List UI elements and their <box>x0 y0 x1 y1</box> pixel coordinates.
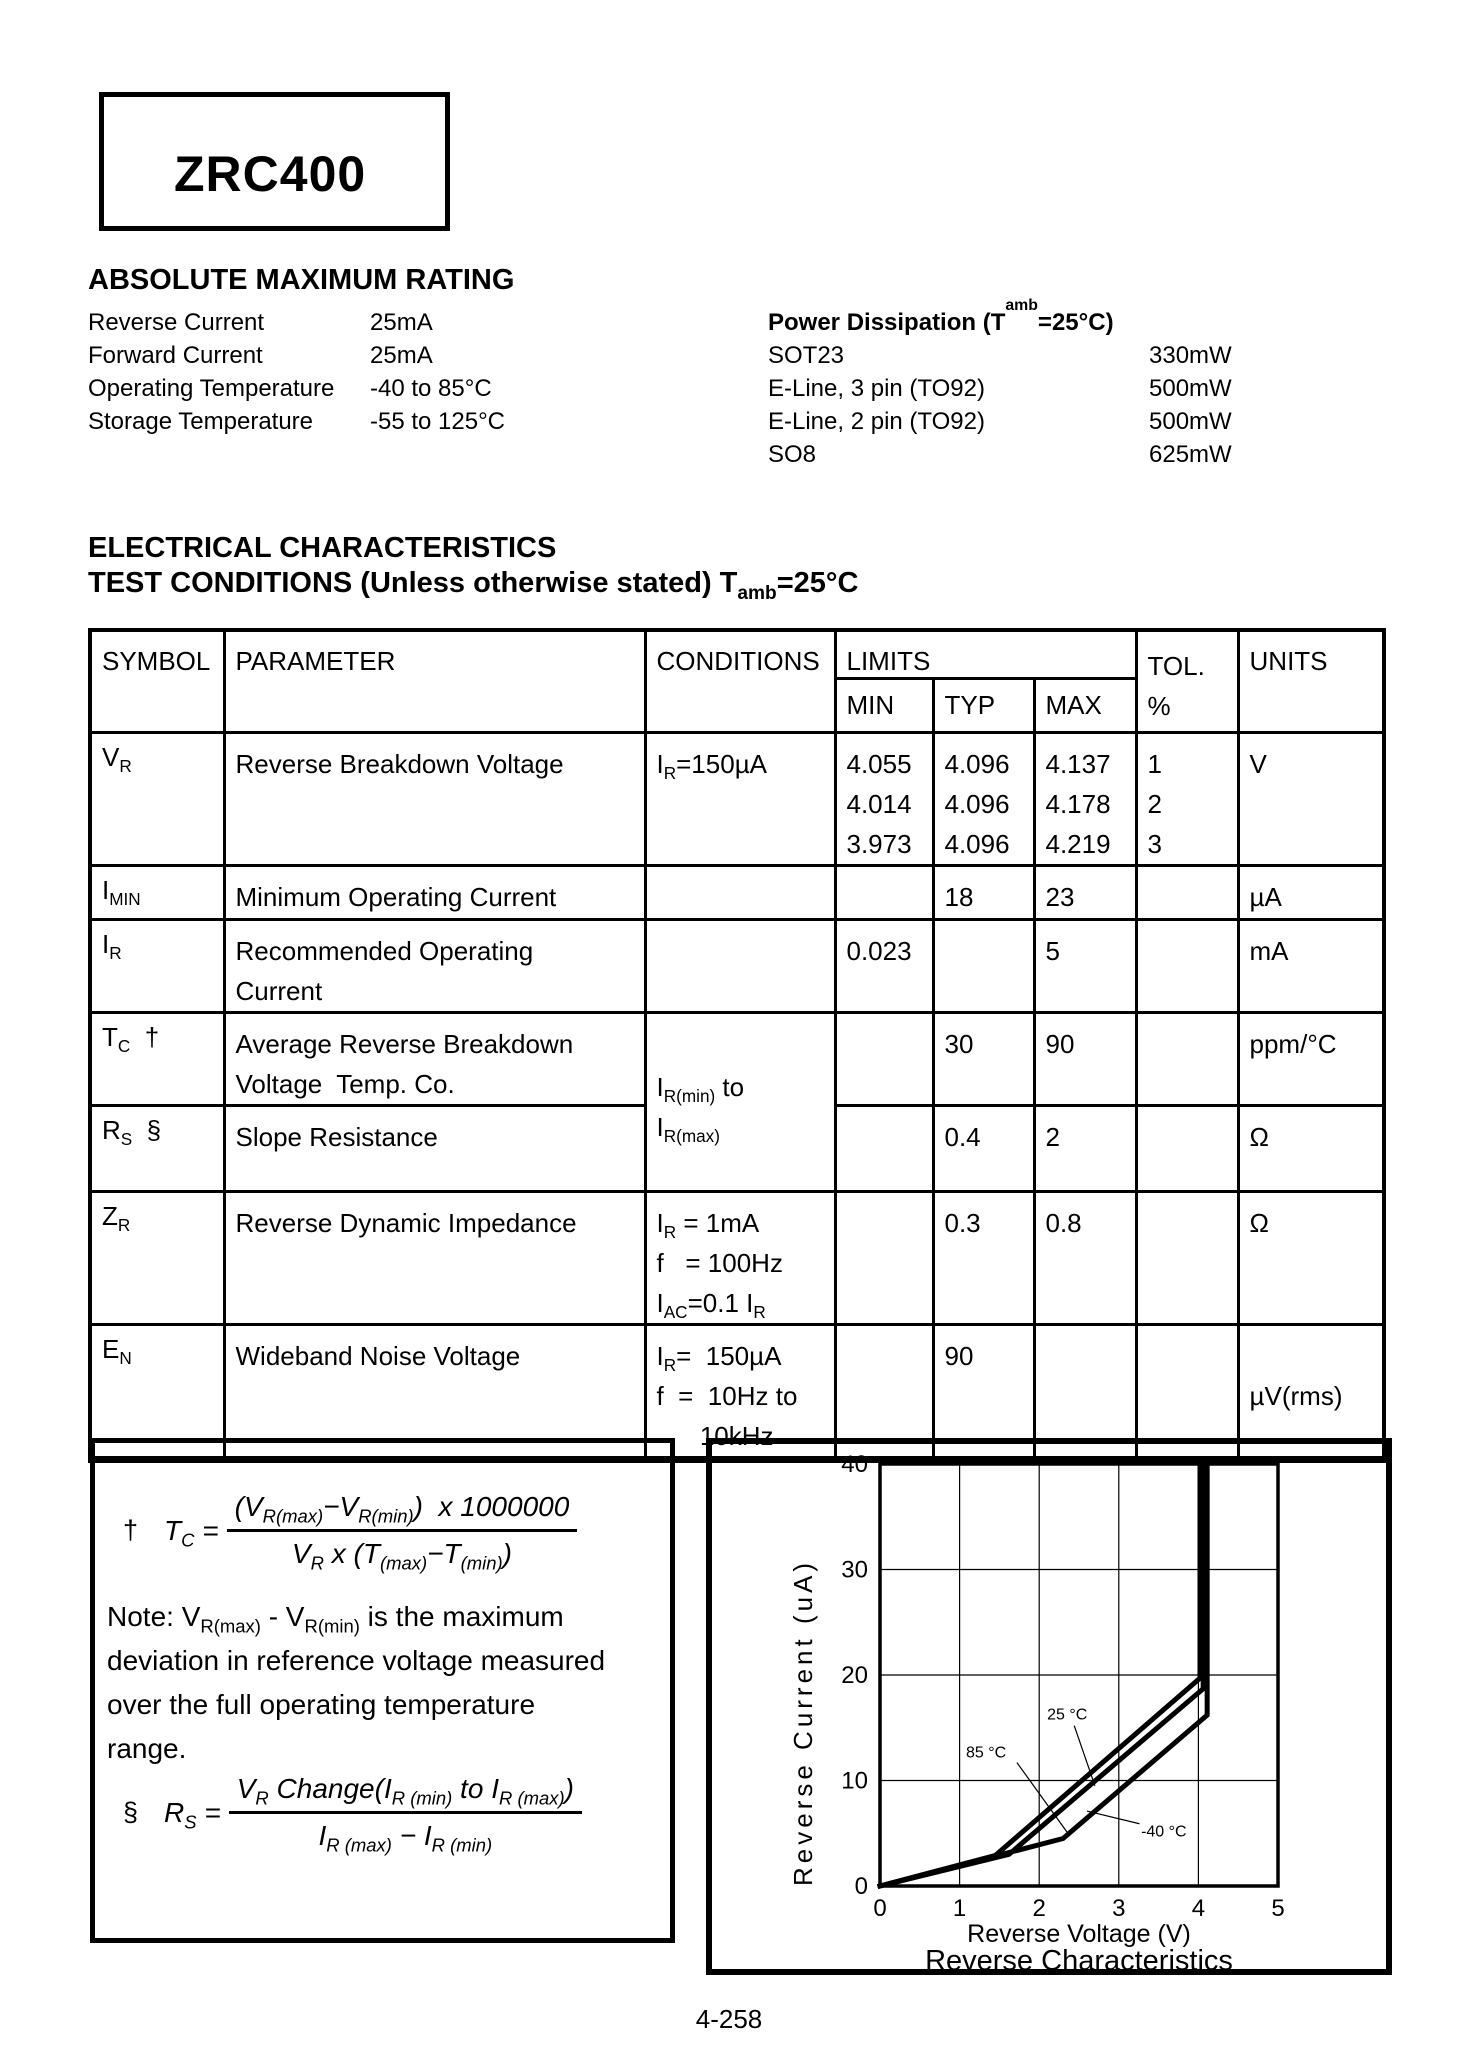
x-tick-label: 4 <box>1191 1895 1206 1922</box>
conditions-cell <box>645 866 835 920</box>
tol-cell <box>1136 920 1238 1013</box>
tc-note-paragraph: Note: $V_{R(max)} - V_{R(min)}$ is the maximum deviation in reference voltage measured over the full operating temperature range. <box>107 1601 606 1764</box>
tol-cell <box>1136 1106 1238 1192</box>
rating-row <box>768 372 1232 405</box>
y-tick-label: 20 <box>841 1662 868 1689</box>
max-cell: 23 <box>1034 866 1136 920</box>
rating-label: Reverse Current <box>88 309 265 336</box>
max-cell: 0.8 <box>1034 1192 1136 1325</box>
package-label: SO8 <box>768 441 817 468</box>
conditions-cell <box>645 920 835 1013</box>
typ-cell: 30 <box>933 1013 1034 1106</box>
symbol-cell: $T_C$ † <box>90 1013 224 1106</box>
power-dissipation-list <box>768 297 1232 471</box>
rating-row <box>768 405 1232 438</box>
max-cell: 90 <box>1034 1013 1136 1106</box>
tol-cell <box>1136 1192 1238 1325</box>
curve-label: 25 °C <box>1047 1706 1088 1724</box>
rating-row <box>768 339 1232 372</box>
x-tick-label: 3 <box>1112 1895 1126 1922</box>
table-row-ir <box>90 920 1384 1013</box>
rating-row <box>88 372 505 405</box>
abs-max-heading: ABSOLUTE MAXIMUM RATING <box>88 264 515 296</box>
col-header-limits: LIMITS <box>835 630 1136 679</box>
min-cell <box>835 1013 933 1106</box>
col-header-symbol: SYMBOL <box>90 630 224 733</box>
symbol-cell: $R_S$ § <box>90 1106 224 1192</box>
tc-formula-lhs: $T_C$ = <box>164 1514 219 1551</box>
typ-cell: 0.3 <box>933 1192 1034 1325</box>
test-conditions-heading: TEST CONDITIONS (Unless otherwise stated) $T_{amb}=25^\circ C$ <box>88 567 859 604</box>
abs-max-left-list <box>88 306 505 438</box>
rating-row <box>88 306 505 339</box>
y-tick-label: 40 <box>841 1451 868 1478</box>
dagger-mark: † <box>123 1515 139 1545</box>
tc-formula-fraction <box>227 1491 578 1574</box>
min-cell <box>835 1106 933 1192</box>
conditions-cell: $I_R= 150\mu A$ f = 10Hz to 10kHz <box>645 1325 835 1460</box>
package-value: 500mW <box>1149 408 1232 435</box>
conditions-cell: $I_R=150\mu A$ <box>645 733 835 866</box>
x-tick-label: 0 <box>873 1895 887 1922</box>
table-row-tc <box>90 1013 1384 1106</box>
tol-cell <box>1136 866 1238 920</box>
x-tick-label: 2 <box>1032 1895 1046 1922</box>
units-cell: Ω <box>1238 1192 1384 1325</box>
chart-title: Reverse Characteristics <box>925 1945 1233 1977</box>
package-label: E-Line, 3 pin (TO92) <box>768 375 985 402</box>
table-row-imin <box>90 866 1384 920</box>
page-number: 4-258 <box>695 2004 763 2034</box>
table-row-vr <box>90 733 1384 866</box>
tc-formula-numerator: $(V_{R(max)}-V_{R(min)})$ x 1000000 <box>227 1491 578 1532</box>
symbol-cell: $I_{MIN}$ <box>90 866 224 920</box>
units-cell: Ω <box>1238 1106 1384 1192</box>
parameter-cell: Reverse Breakdown Voltage <box>224 733 645 866</box>
typ-cell: 90 <box>933 1325 1034 1460</box>
parameter-cell: Reverse Dynamic Impedance <box>224 1192 645 1325</box>
col-header-typ: TYP <box>933 679 1034 733</box>
col-header-max: MAX <box>1034 679 1136 733</box>
rating-label: Operating Temperature <box>88 375 335 402</box>
rs-formula <box>123 1773 582 1856</box>
col-header-min: MIN <box>835 679 933 733</box>
rating-label: Forward Current <box>88 342 263 369</box>
typ-cell: 18 <box>933 866 1034 920</box>
x-tick-label: 1 <box>952 1895 967 1922</box>
symbol-cell: $E_N$ <box>90 1325 224 1460</box>
parameter-cell: Minimum Operating Current <box>224 866 645 920</box>
package-value: 625mW <box>1149 441 1232 468</box>
tol-cell: 1 2 3 <box>1136 733 1238 866</box>
characteristics-table <box>88 628 1386 1463</box>
units-cell: µV(rms) <box>1238 1325 1384 1460</box>
y-tick-label: 10 <box>841 1767 868 1795</box>
rating-row <box>768 438 1232 471</box>
rating-label: Storage Temperature <box>88 408 314 435</box>
tc-formula <box>123 1491 577 1574</box>
tc-formula-denominator: $V_R$ x $(T_{(max)}-T_{(min)})$ <box>291 1538 512 1574</box>
units-cell: ppm/°C <box>1238 1013 1384 1106</box>
units-cell: V <box>1238 733 1384 866</box>
chart-box <box>706 1438 1392 1975</box>
package-value: 500mW <box>1149 375 1232 402</box>
typ-cell: 4.096 4.096 4.096 <box>933 733 1034 866</box>
package-label: E-Line, 2 pin (TO92) <box>768 408 985 435</box>
rs-formula-lhs: $R_S$ = <box>164 1796 221 1833</box>
power-dissipation-heading: Power Dissipation (T amb =25°C) <box>768 297 1114 336</box>
curve-label: 85 °C <box>965 1744 1007 1762</box>
units-cell: mA <box>1238 920 1384 1013</box>
rating-value: -40 to 85°C <box>370 375 492 402</box>
max-cell: 2 <box>1034 1106 1136 1192</box>
part-number: ZRC400 <box>174 146 367 202</box>
col-header-units: UNITS <box>1238 630 1384 733</box>
table-row-zr <box>90 1192 1384 1325</box>
rs-formula-numerator: $V_R$ $Change(I_{R (min)}$ to $I_{R (max)}$) <box>229 1773 582 1814</box>
part-number-box <box>99 92 450 231</box>
max-cell: 5 <box>1034 920 1136 1013</box>
leader-line <box>1087 1811 1140 1824</box>
conditions-cell: $I_R = 1mA$ f = 100Hz $I_{AC}=0.1$ $I_R$ <box>645 1192 835 1325</box>
table-header-row <box>90 630 1384 679</box>
x-tick-label: 5 <box>1271 1895 1285 1922</box>
package-label: SOT23 <box>768 342 845 369</box>
parameter-cell: Average Reverse Breakdown Voltage Temp. Co. <box>224 1013 645 1106</box>
typ-cell: 0.4 <box>933 1106 1034 1192</box>
tol-cell <box>1136 1013 1238 1106</box>
rating-row <box>88 405 505 438</box>
y-tick-label: 30 <box>841 1556 868 1584</box>
col-header-conditions: CONDITIONS <box>645 630 835 733</box>
conditions-cell-merged: $I_{R(min)}$ to $I_{R(max)}$ <box>645 1013 835 1192</box>
section-mark: § <box>123 1797 139 1827</box>
min-cell: 0.023 <box>835 920 933 1013</box>
chart-y-axis-label: Reverse Current (uA) <box>788 1558 818 1886</box>
symbol-cell: $V_R$ <box>90 733 224 866</box>
col-header-tol: TOL. % <box>1136 630 1238 733</box>
min-cell: 4.055 4.014 3.973 <box>835 733 933 866</box>
parameter-cell: Slope Resistance <box>224 1106 645 1192</box>
symbol-cell: $Z_R$ <box>90 1192 224 1325</box>
y-tick-label: 0 <box>854 1873 868 1900</box>
min-cell <box>835 866 933 920</box>
chart-x-axis-label: Reverse Voltage (V) <box>967 1920 1191 1948</box>
electrical-heading: ELECTRICAL CHARACTERISTICS <box>88 532 557 564</box>
rating-value: -55 to 125°C <box>370 408 506 435</box>
notes-box <box>90 1438 675 1943</box>
units-cell: µA <box>1238 866 1384 920</box>
curve-label: -40 °C <box>1141 1823 1187 1841</box>
rating-value: 25mA <box>370 342 433 369</box>
col-header-parameter: PARAMETER <box>224 630 645 733</box>
parameter-cell: Wideband Noise Voltage <box>224 1325 645 1460</box>
parameter-cell: Recommended Operating Current <box>224 920 645 1013</box>
symbol-cell: $I_R$ <box>90 920 224 1013</box>
rating-value: 25mA <box>370 309 433 336</box>
rating-row <box>88 339 505 372</box>
typ-cell <box>933 920 1034 1013</box>
max-cell: 4.137 4.178 4.219 <box>1034 733 1136 866</box>
rs-formula-denominator: $I_{R (max)} - I_{R (min)}$ <box>318 1820 493 1856</box>
rs-formula-fraction <box>229 1773 582 1856</box>
package-value: 330mW <box>1149 342 1232 369</box>
reverse-characteristics-chart <box>712 1444 1386 1977</box>
min-cell <box>835 1192 933 1325</box>
